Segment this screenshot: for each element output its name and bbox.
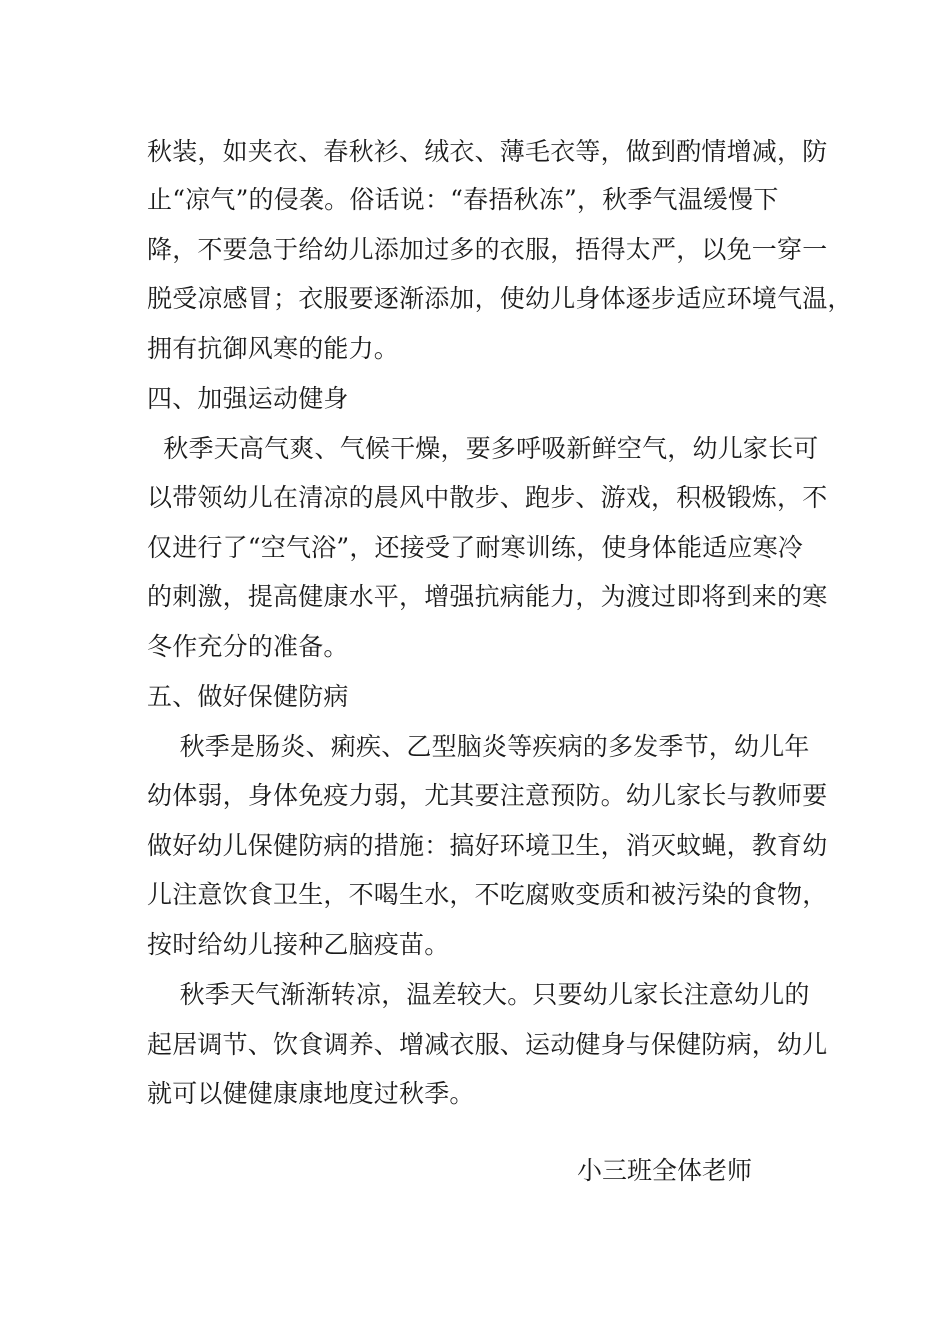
text-line: 秋季天气渐渐转凉，温差较大。只要幼儿家长注意幼儿的 [147, 980, 810, 1009]
text-line: 降，不要急于给幼儿添加过多的衣服，捂得太严，以免一穿一 [147, 235, 828, 264]
section-heading: 五、做好保健防病 [147, 682, 349, 711]
text-line: 拥有抗御风寒的能力。 [147, 334, 400, 363]
text-line: 以带领幼儿在清凉的晨风中散步、跑步、游戏，积极锻炼，不 [147, 483, 828, 512]
signature: 小三班全体老师 [577, 1156, 753, 1185]
text-line: 秋季是肠炎、痢疾、乙型脑炎等疾病的多发季节，幼儿年 [147, 732, 810, 761]
text-line: 秋装，如夹衣、春秋衫、绒衣、薄毛衣等，做到酌情增减，防 [147, 137, 828, 166]
text-line: 做好幼儿保健防病的措施：搞好环境卫生，消灭蚊蝇，教育幼 [147, 831, 828, 860]
text-line: 脱受凉感冒；衣服要逐渐添加，使幼儿身体逐步适应环境气温， [147, 284, 853, 313]
text-line: 秋季天高气爽、气候干燥，要多呼吸新鲜空气，幼儿家长可 [147, 434, 819, 463]
text-line: 儿注意饮食卫生，不喝生水，不吃腐败变质和被污染的食物， [147, 880, 828, 909]
text-line: 按时给幼儿接种乙脑疫苗。 [147, 930, 450, 959]
text-line: 起居调节、饮食调养、增减衣服、运动健身与保健防病，幼儿 [147, 1030, 828, 1059]
section-heading: 四、加强运动健身 [147, 384, 349, 413]
text-line: 冬作充分的准备。 [147, 632, 349, 661]
text-line: 仅进行了“空气浴”，还接受了耐寒训练，使身体能适应寒冷 [147, 533, 803, 562]
text-line: 的刺激，提高健康水平，增强抗病能力，为渡过即将到来的寒 [147, 582, 828, 611]
text-line: 就可以健健康康地度过秋季。 [147, 1079, 475, 1108]
text-line: 幼体弱，身体免疫力弱，尤其要注意预防。幼儿家长与教师要 [147, 781, 828, 810]
text-line: 止“凉气”的侵袭。俗话说：“春捂秋冻”，秋季气温缓慢下 [147, 185, 779, 214]
